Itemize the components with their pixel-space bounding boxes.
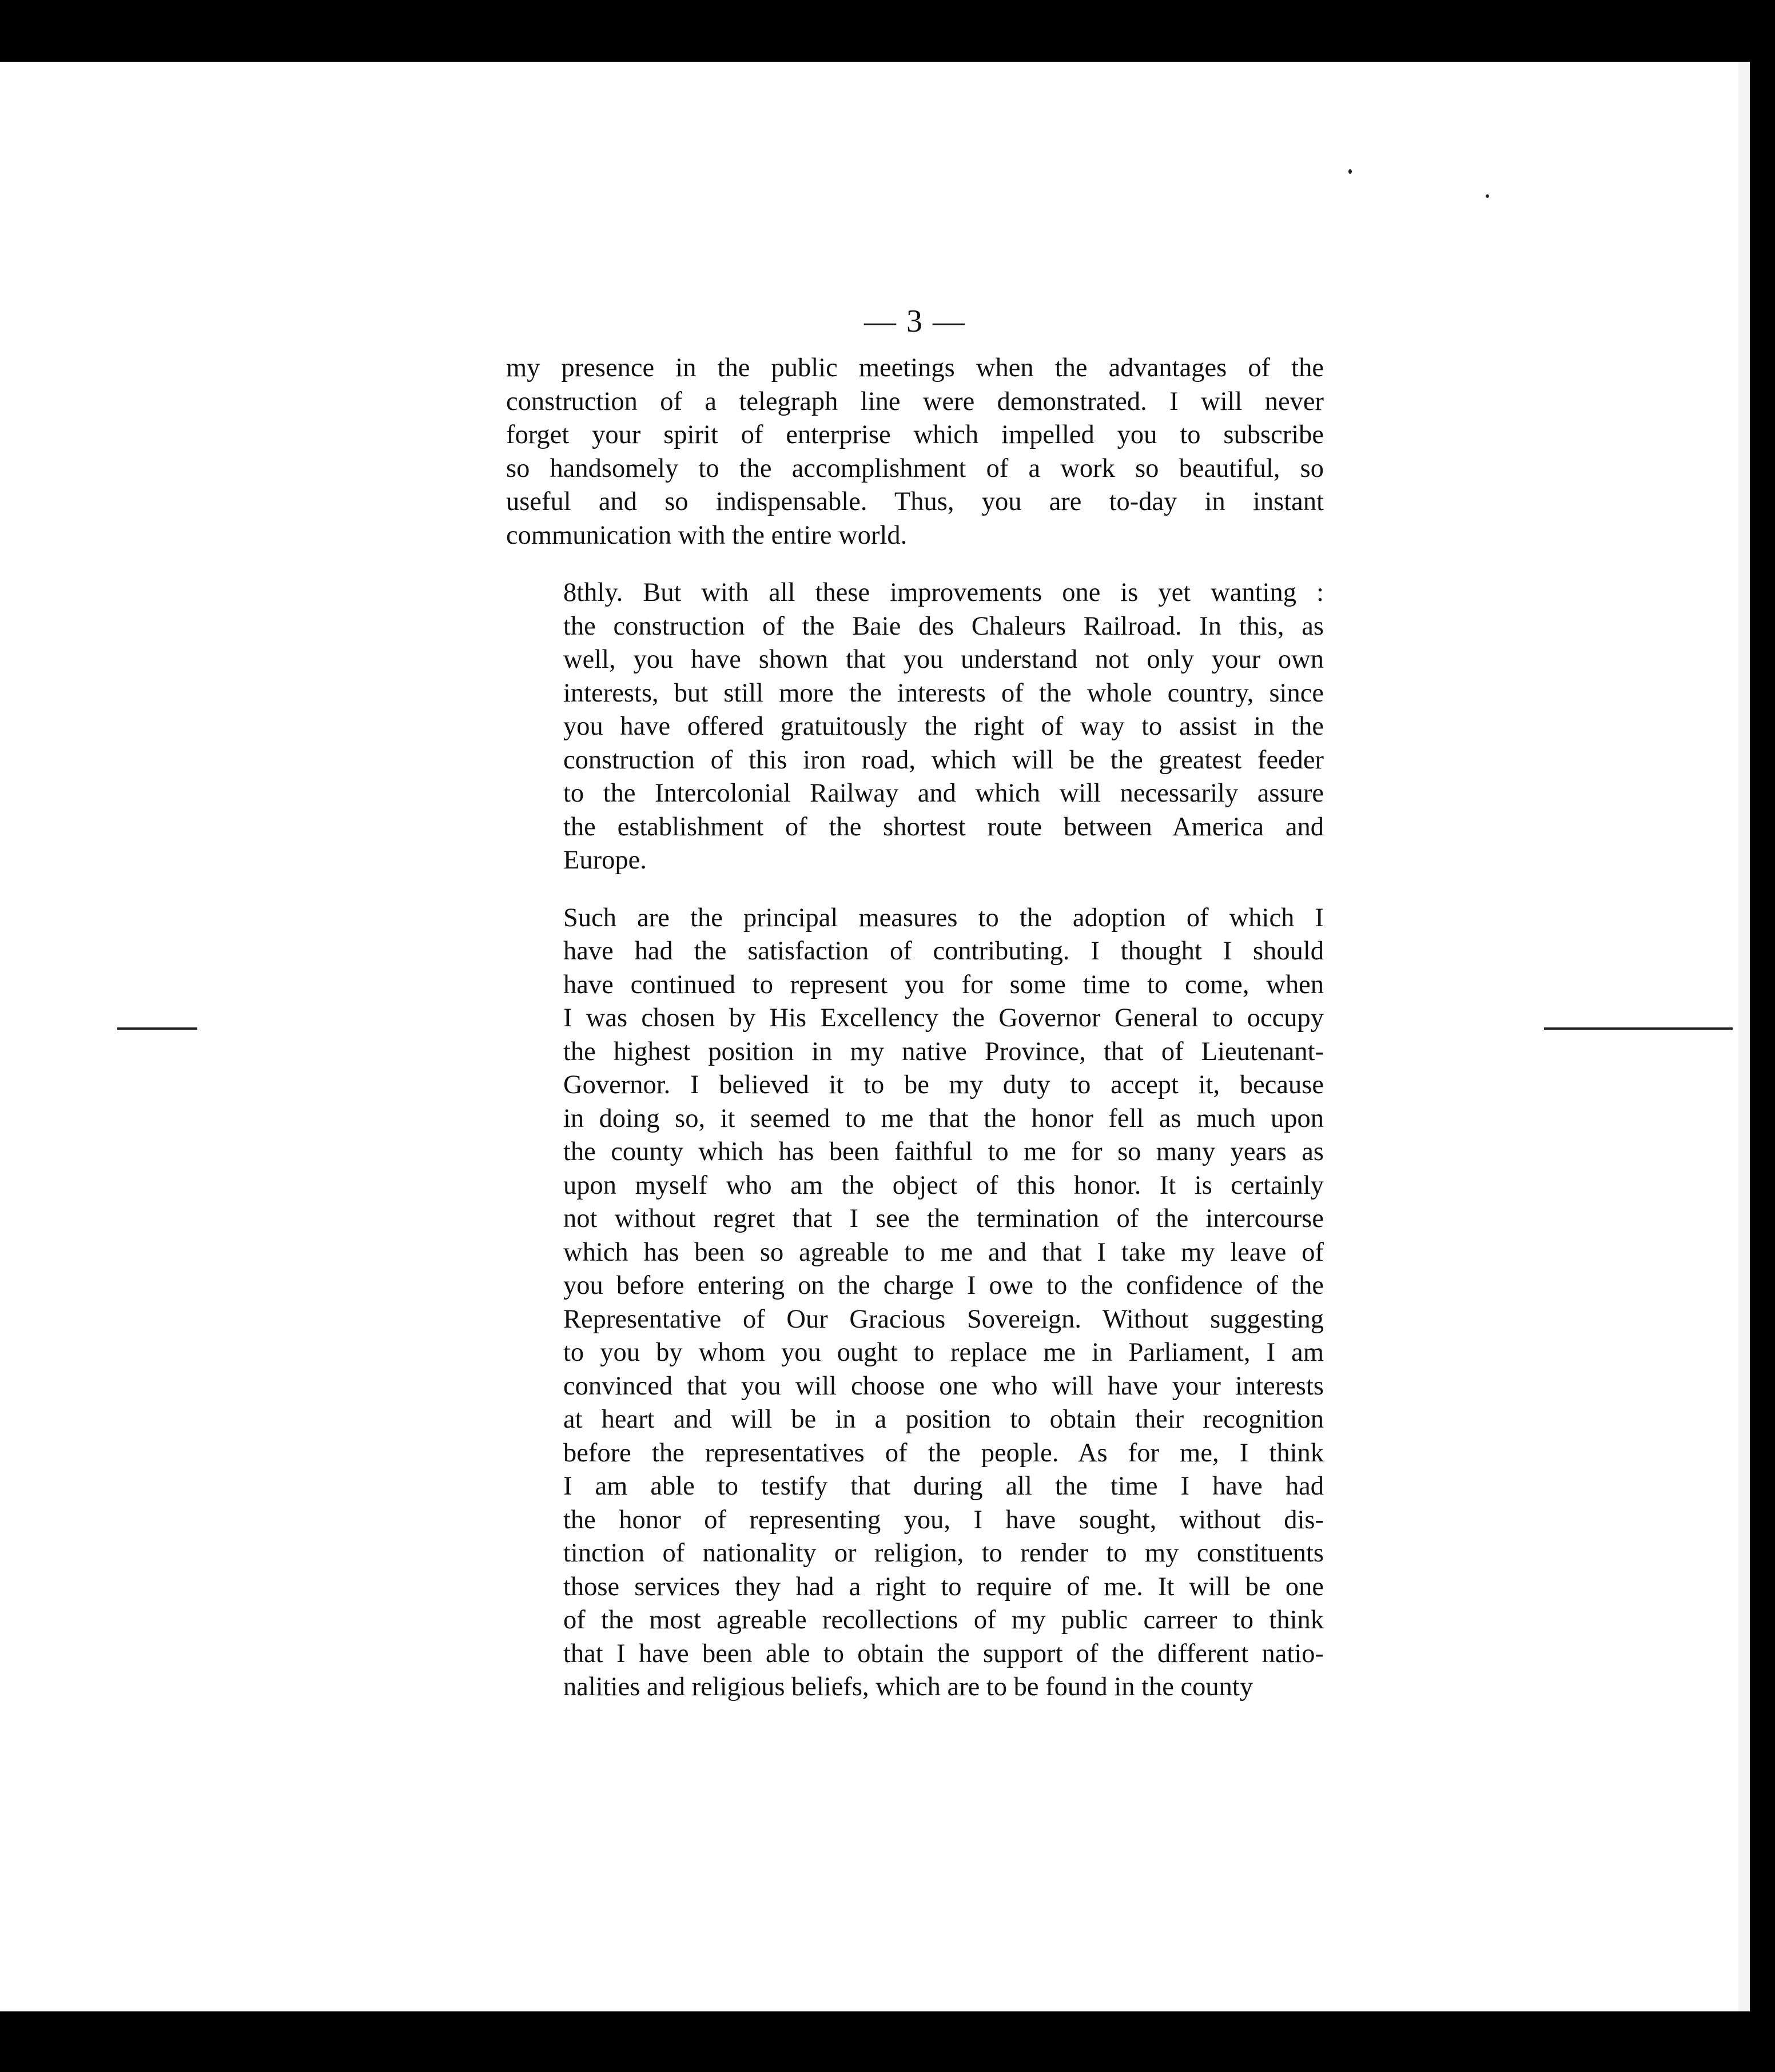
- text-line: in doing so, it seemed to me that the honor fell as much upon: [563, 1103, 1324, 1133]
- text-line: the establishment of the shortest route between America and: [563, 812, 1324, 842]
- text-line: Governor. I believed it to be my duty to accept it, because: [563, 1070, 1324, 1099]
- page-number: — 3 —: [864, 304, 966, 339]
- text-line: upon myself who am the object of this honor. It is certainly: [563, 1170, 1324, 1200]
- text-line: the construction of the Baie des Chaleurs Railroad. In this, as: [563, 611, 1324, 641]
- text-line: you have offered gratuitously the right of way to assist in the: [563, 712, 1324, 741]
- page-edge: [1738, 62, 1750, 2011]
- text-line: communication with the entire world.: [506, 520, 908, 550]
- speck: [1348, 169, 1352, 174]
- text-line: to you by whom you ought to replace me in Parliament, I am: [563, 1338, 1324, 1367]
- text-line: convinced that you will choose one who will have your interests: [563, 1371, 1324, 1401]
- paragraph-3: [506, 902, 1324, 1704]
- text-line: you before entering on the charge I owe to the confidence of the: [563, 1271, 1324, 1300]
- text-line: so handsomely to the accomplishment of a work so beautiful, so: [506, 453, 1324, 483]
- text-line: the honor of representing you, I have sought, without dis-: [563, 1505, 1324, 1535]
- text-line: have continued to represent you for some time to come, when: [563, 970, 1324, 999]
- text-line: have had the satisfaction of contributing. I thought I should: [563, 937, 1324, 966]
- paragraph-2: [506, 576, 1324, 878]
- text-line: my presence in the public meetings when the advantages of the: [506, 353, 1324, 382]
- text-line: well, you have shown that you understand not only your own: [563, 645, 1324, 674]
- text-line: Such are the principal measures to the adoption of which I: [563, 903, 1324, 933]
- text-line: those services they had a right to require of me. It will be one: [563, 1572, 1324, 1601]
- text-line: that I have been able to obtain the support of the different natio-: [563, 1639, 1324, 1668]
- text-line: 8thly. But with all these improvements one is yet wanting :: [563, 578, 1324, 607]
- text-line: forget your spirit of enterprise which impelled you to subscribe: [506, 420, 1324, 449]
- text-line: construction of this iron road, which will be the greatest feeder: [563, 745, 1324, 775]
- text-line: of the most agreable recollections of my public carreer to think: [563, 1605, 1324, 1635]
- text-line: tinction of nationality or religion, to render to my constituents: [563, 1539, 1324, 1568]
- speck: [1486, 194, 1489, 198]
- text-line: I was chosen by His Excellency the Governor General to occupy: [563, 1003, 1324, 1033]
- paragraph-1: [506, 352, 1324, 552]
- text-line: construction of a telegraph line were demonstrated. I will never: [506, 386, 1324, 416]
- fold-mark-left: [117, 1027, 197, 1030]
- text-line: useful and so indispensable. Thus, you are to-day in instant: [506, 487, 1324, 516]
- text-line: Representative of Our Gracious Sovereign. Without suggesting: [563, 1304, 1324, 1334]
- text-line: I am able to testify that during all the time I have had: [563, 1472, 1324, 1501]
- text-line: which has been so agreable to me and that I take my leave of: [563, 1237, 1324, 1267]
- text-line: not without regret that I see the termination of the intercourse: [563, 1204, 1324, 1233]
- body-text: [506, 352, 1324, 1704]
- text-line: the county which has been faithful to me for so many years as: [563, 1137, 1324, 1166]
- text-line: nalities and religious beliefs, which are to be found in the county: [563, 1672, 1253, 1702]
- text-line: at heart and will be in a position to obtain their recognition: [563, 1405, 1324, 1434]
- text-line: the highest position in my native Province, that of Lieutenant-: [563, 1037, 1324, 1066]
- text-line: before the representatives of the people. As for me, I think: [563, 1438, 1324, 1468]
- fold-mark-right: [1544, 1027, 1733, 1030]
- text-line: interests, but still more the interests of the whole country, since: [563, 678, 1324, 708]
- text-line: Europe.: [563, 846, 647, 875]
- text-line: to the Intercolonial Railway and which will necessarily assure: [563, 779, 1324, 808]
